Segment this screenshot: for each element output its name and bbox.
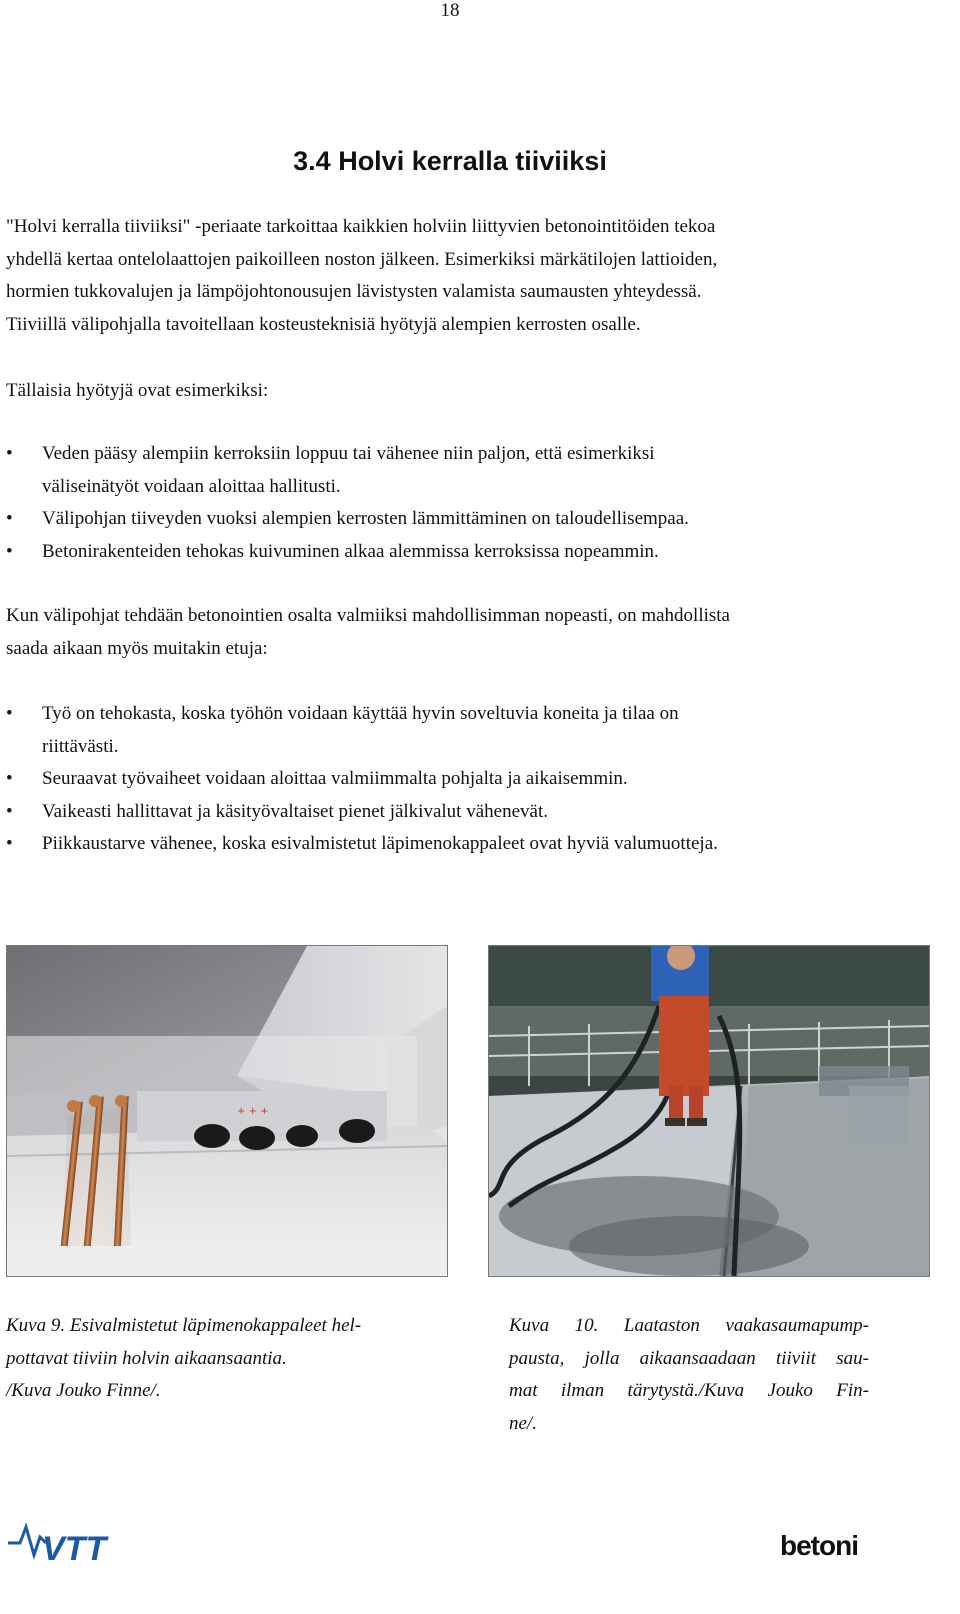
figure-10-caption: Kuva 10. Laataston vaakasaumapump- pausta, jolla aikaansaadaan tiiviit sau- mat ilman tärytystä./Kuva Jouko Fin- ne/. — [509, 1315, 869, 1434]
figure-9-photo — [6, 945, 448, 1277]
list-item: • Työ on tehokasta, koska työhön voidaan käyttää hyvin soveltuvia koneita ja tilaa on riittävästi. — [6, 698, 896, 763]
list-item: • Piikkaustarve vähenee, koska esivalmistetut läpimenokappaleet ovat hyviä valumuotteja. — [6, 828, 896, 861]
vtt-logo-icon — [6, 1515, 146, 1565]
bullet-icon: • — [6, 800, 13, 822]
bullet-icon: • — [6, 768, 13, 789]
list-item: • Veden pääsy alempiin kerroksiin loppuu tai vähenee niin paljon, että esimerkiksi väliseinätyöt voidaan aloittaa hallitusti. — [6, 438, 896, 503]
bullet-icon: • — [6, 508, 13, 529]
intro-line: "Holvi kerralla tiiviiksi" -periaate tarkoittaa kaikkien holviin liittyvien betonointitöiden tekoa — [6, 216, 716, 237]
page-number: 18 — [440, 0, 460, 21]
list-item: • Välipohjan tiiveyden vuoksi alempien kerrosten lämmittäminen on taloudellisempaa. — [6, 503, 896, 536]
bullet-icon: • — [6, 833, 13, 854]
betoni-logo — [780, 1530, 880, 1570]
benefits-intro: Tällaisia hyötyjä ovat esimerkiksi: — [6, 380, 269, 401]
bullet-icon: • — [6, 703, 13, 724]
benefits-list — [6, 438, 896, 568]
list-item: • Betonirakenteiden tehokas kuivuminen alkaa alemmissa kerroksissa nopeammin. — [6, 536, 896, 569]
paragraph-line: saada aikaan myös muitakin etuja: — [6, 637, 268, 659]
joint-pumping-image — [489, 946, 929, 1276]
section-heading: 3.4 Holvi kerralla tiiviiksi — [293, 146, 607, 176]
penetration-pieces-image — [7, 946, 447, 1276]
list-item: • Seuraavat työvaiheet voidaan aloittaa valmiimmalta pohjalta ja aikaisemmin. — [6, 763, 896, 796]
svg-text:+ + +: + + + — [237, 1106, 269, 1117]
betoni-logo-text: betoni — [780, 1530, 858, 1561]
intro-paragraph — [6, 211, 891, 341]
bullet-icon: • — [6, 443, 13, 464]
advantages-list — [6, 698, 896, 861]
intro-line: Tiiviillä välipohjalla tavoitellaan kosteusteknisiä hyötyjä alempien kerrosten osalle. — [6, 313, 641, 335]
second-paragraph — [6, 600, 891, 665]
intro-line: yhdellä kertaa ontelolaattojen paikoilleen noston jälkeen. Esimerkiksi märkätilojen lattioiden, — [6, 248, 718, 270]
figure-10-photo — [488, 945, 930, 1277]
paragraph-line: Kun välipohjat tehdään betonointien osalta valmiiksi mahdollisimman nopeasti, on mahdollista — [6, 605, 730, 626]
vtt-logo-text: VTT — [42, 1530, 107, 1565]
figure-9-caption: Kuva 9. Esivalmistetut läpimenokappaleet hel- pottavat tiiviin holvin aikaansaantia. /Kuva Jouko Finne/. — [6, 1315, 362, 1401]
list-item: • Vaikeasti hallittavat ja käsityövaltaiset pienet jälkivalut vähenevät. — [6, 796, 896, 829]
vtt-logo — [6, 1515, 146, 1565]
bullet-icon: • — [6, 540, 13, 562]
intro-line: hormien tukkovalujen ja lämpöjohtonousujen lävistysten valamista saumausten yhteydessä. — [6, 281, 702, 302]
